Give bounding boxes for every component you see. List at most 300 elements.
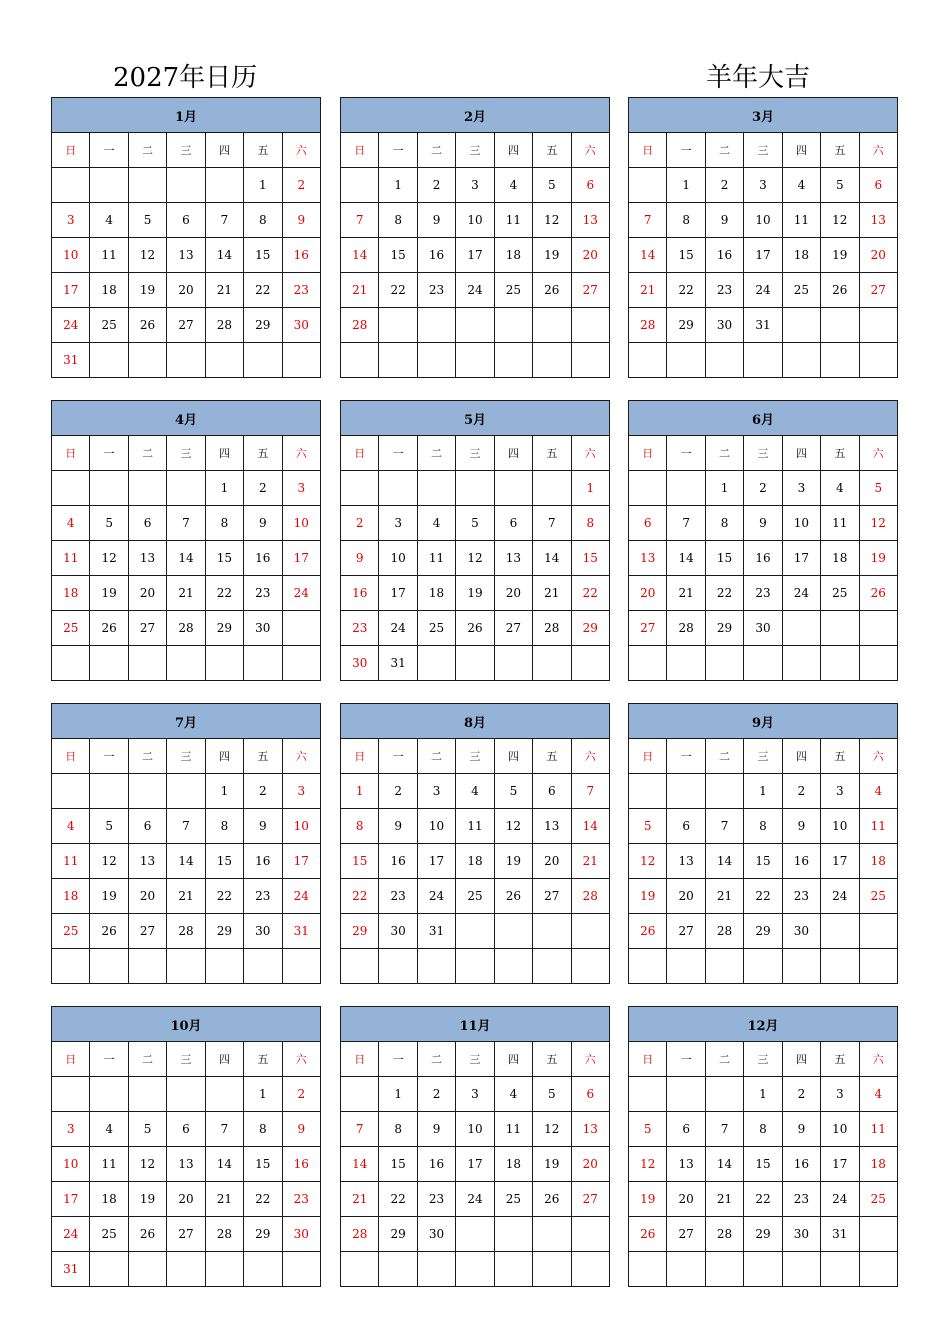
day-cell: 19 <box>90 576 128 611</box>
weekday-label: 三 <box>167 436 205 471</box>
day-cell <box>90 949 128 984</box>
day-cell: 13 <box>629 541 667 576</box>
day-cell: 2 <box>705 168 743 203</box>
day-cell <box>571 343 609 378</box>
day-cell: 27 <box>859 273 897 308</box>
day-cell: 4 <box>52 809 90 844</box>
day-cell: 10 <box>821 1112 859 1147</box>
day-cell: 19 <box>629 879 667 914</box>
day-cell: 13 <box>533 809 571 844</box>
day-cell: 19 <box>533 1147 571 1182</box>
day-cell <box>417 471 455 506</box>
weekday-label: 六 <box>571 1042 609 1077</box>
day-cell: 11 <box>456 809 494 844</box>
day-cell: 27 <box>167 1217 205 1252</box>
weekday-label: 四 <box>494 436 532 471</box>
day-cell <box>205 1077 243 1112</box>
weekday-label: 四 <box>494 739 532 774</box>
day-cell <box>629 343 667 378</box>
day-cell: 16 <box>417 1147 455 1182</box>
day-cell: 3 <box>821 774 859 809</box>
day-cell: 13 <box>167 1147 205 1182</box>
day-cell: 3 <box>744 168 782 203</box>
weekday-label: 日 <box>341 739 379 774</box>
day-cell: 31 <box>821 1217 859 1252</box>
day-cell: 2 <box>282 168 320 203</box>
weekday-label: 六 <box>571 436 609 471</box>
day-cell <box>379 1252 417 1287</box>
day-cell: 6 <box>167 203 205 238</box>
day-cell: 6 <box>667 809 705 844</box>
day-cell: 25 <box>90 1217 128 1252</box>
day-cell <box>52 1077 90 1112</box>
day-cell: 11 <box>859 1112 897 1147</box>
day-cell <box>744 646 782 681</box>
weekday-label: 六 <box>282 739 320 774</box>
day-cell: 12 <box>128 1147 166 1182</box>
day-cell <box>417 949 455 984</box>
day-cell: 23 <box>417 1182 455 1217</box>
day-cell: 27 <box>571 1182 609 1217</box>
day-cell: 21 <box>205 273 243 308</box>
day-cell: 5 <box>821 168 859 203</box>
day-cell: 2 <box>744 471 782 506</box>
day-cell: 13 <box>667 1147 705 1182</box>
day-cell <box>379 343 417 378</box>
weekday-label: 日 <box>341 133 379 168</box>
day-cell: 23 <box>744 576 782 611</box>
day-cell: 16 <box>282 238 320 273</box>
day-cell <box>417 308 455 343</box>
day-cell: 9 <box>244 506 282 541</box>
day-cell <box>456 646 494 681</box>
day-cell <box>205 1252 243 1287</box>
day-cell: 9 <box>417 1112 455 1147</box>
day-cell: 5 <box>859 471 897 506</box>
day-cell: 27 <box>128 914 166 949</box>
day-cell: 20 <box>128 576 166 611</box>
day-cell <box>456 1217 494 1252</box>
day-cell: 16 <box>282 1147 320 1182</box>
weekday-label: 日 <box>629 436 667 471</box>
day-cell <box>128 168 166 203</box>
weekday-label: 三 <box>456 1042 494 1077</box>
day-cell <box>128 1252 166 1287</box>
day-cell: 31 <box>52 343 90 378</box>
day-cell: 2 <box>379 774 417 809</box>
weekday-label: 日 <box>341 436 379 471</box>
day-cell: 8 <box>571 506 609 541</box>
day-cell: 5 <box>629 1112 667 1147</box>
day-cell: 22 <box>571 576 609 611</box>
day-cell: 28 <box>167 914 205 949</box>
day-cell: 5 <box>128 1112 166 1147</box>
day-cell: 9 <box>705 203 743 238</box>
weekday-label: 二 <box>128 133 166 168</box>
day-cell: 13 <box>859 203 897 238</box>
weekday-label: 二 <box>128 1042 166 1077</box>
day-cell: 11 <box>821 506 859 541</box>
day-cell: 10 <box>456 1112 494 1147</box>
day-cell: 28 <box>705 1217 743 1252</box>
day-cell: 19 <box>821 238 859 273</box>
day-cell: 4 <box>859 1077 897 1112</box>
day-cell <box>859 611 897 646</box>
day-cell: 16 <box>705 238 743 273</box>
day-cell: 13 <box>128 844 166 879</box>
day-cell: 9 <box>782 1112 820 1147</box>
weekday-label: 二 <box>705 436 743 471</box>
weekday-label: 四 <box>782 133 820 168</box>
day-cell: 29 <box>205 611 243 646</box>
day-cell: 24 <box>379 611 417 646</box>
weekday-label: 五 <box>244 739 282 774</box>
weekday-label: 二 <box>417 133 455 168</box>
day-cell: 8 <box>744 809 782 844</box>
day-cell <box>128 646 166 681</box>
day-cell: 27 <box>629 611 667 646</box>
weekday-label: 五 <box>244 436 282 471</box>
day-cell: 24 <box>744 273 782 308</box>
month-table <box>51 97 321 378</box>
day-cell: 20 <box>494 576 532 611</box>
day-cell: 15 <box>744 1147 782 1182</box>
month-title: 6月 <box>629 401 898 436</box>
day-cell: 11 <box>494 1112 532 1147</box>
day-cell: 29 <box>571 611 609 646</box>
weekday-label: 三 <box>744 739 782 774</box>
day-cell: 5 <box>533 168 571 203</box>
day-cell: 4 <box>859 774 897 809</box>
weekday-label: 五 <box>821 436 859 471</box>
day-cell: 25 <box>782 273 820 308</box>
day-cell: 25 <box>494 1182 532 1217</box>
day-cell: 20 <box>571 238 609 273</box>
page-slogan: 羊年大吉 <box>706 63 811 93</box>
weekday-label: 四 <box>205 436 243 471</box>
day-cell: 30 <box>282 1217 320 1252</box>
day-cell: 3 <box>282 471 320 506</box>
day-cell: 20 <box>667 879 705 914</box>
day-cell: 3 <box>379 506 417 541</box>
day-cell: 20 <box>533 844 571 879</box>
day-cell: 18 <box>52 879 90 914</box>
day-cell: 1 <box>744 1077 782 1112</box>
day-cell: 22 <box>244 273 282 308</box>
day-cell: 11 <box>52 844 90 879</box>
day-cell <box>494 1217 532 1252</box>
day-cell <box>667 1077 705 1112</box>
day-cell <box>379 949 417 984</box>
day-cell: 9 <box>379 809 417 844</box>
day-cell: 22 <box>205 576 243 611</box>
day-cell <box>859 343 897 378</box>
day-cell <box>128 343 166 378</box>
day-cell <box>52 949 90 984</box>
day-cell: 15 <box>379 238 417 273</box>
day-cell <box>629 646 667 681</box>
day-cell: 17 <box>821 1147 859 1182</box>
day-cell <box>821 914 859 949</box>
weekday-label: 四 <box>205 739 243 774</box>
day-cell <box>744 1252 782 1287</box>
weekday-label: 五 <box>533 739 571 774</box>
day-cell: 12 <box>128 238 166 273</box>
day-cell: 8 <box>341 809 379 844</box>
day-cell: 27 <box>167 308 205 343</box>
day-cell: 20 <box>167 273 205 308</box>
day-cell: 9 <box>282 203 320 238</box>
day-cell: 24 <box>52 1217 90 1252</box>
weekday-label: 六 <box>282 133 320 168</box>
day-cell: 22 <box>244 1182 282 1217</box>
day-cell <box>494 308 532 343</box>
day-cell: 13 <box>571 1112 609 1147</box>
day-cell <box>821 308 859 343</box>
weekday-label: 六 <box>859 436 897 471</box>
day-cell: 13 <box>167 238 205 273</box>
day-cell <box>859 949 897 984</box>
weekday-label: 四 <box>782 436 820 471</box>
day-cell: 20 <box>167 1182 205 1217</box>
day-cell: 24 <box>282 879 320 914</box>
day-cell: 6 <box>167 1112 205 1147</box>
day-cell: 6 <box>494 506 532 541</box>
day-cell: 29 <box>705 611 743 646</box>
day-cell: 22 <box>744 1182 782 1217</box>
day-cell: 17 <box>782 541 820 576</box>
day-cell: 5 <box>456 506 494 541</box>
day-cell: 15 <box>667 238 705 273</box>
day-cell <box>167 343 205 378</box>
day-cell: 12 <box>629 1147 667 1182</box>
weekday-label: 一 <box>379 1042 417 1077</box>
day-cell: 25 <box>417 611 455 646</box>
day-cell: 29 <box>341 914 379 949</box>
weekday-label: 四 <box>205 133 243 168</box>
month-table <box>340 97 610 378</box>
day-cell: 18 <box>417 576 455 611</box>
day-cell: 5 <box>629 809 667 844</box>
weekday-label: 三 <box>456 739 494 774</box>
weekday-label: 三 <box>744 436 782 471</box>
day-cell: 10 <box>379 541 417 576</box>
day-cell <box>629 1077 667 1112</box>
page-title: 2027年日历 <box>113 63 258 93</box>
day-cell <box>782 949 820 984</box>
day-cell: 7 <box>167 506 205 541</box>
day-cell <box>90 471 128 506</box>
day-cell <box>341 949 379 984</box>
day-cell <box>667 774 705 809</box>
day-cell: 27 <box>571 273 609 308</box>
day-cell: 16 <box>244 541 282 576</box>
day-cell <box>705 1077 743 1112</box>
day-cell: 18 <box>859 1147 897 1182</box>
day-cell: 13 <box>667 844 705 879</box>
day-cell <box>52 646 90 681</box>
day-cell <box>782 611 820 646</box>
day-cell <box>167 949 205 984</box>
day-cell <box>629 774 667 809</box>
day-cell <box>244 1252 282 1287</box>
day-cell: 5 <box>128 203 166 238</box>
month-table <box>628 1006 898 1287</box>
weekday-label: 二 <box>417 436 455 471</box>
day-cell: 30 <box>282 308 320 343</box>
weekday-label: 四 <box>205 1042 243 1077</box>
day-cell: 23 <box>782 879 820 914</box>
day-cell: 8 <box>205 809 243 844</box>
day-cell: 5 <box>494 774 532 809</box>
day-cell: 17 <box>282 844 320 879</box>
day-cell: 28 <box>205 308 243 343</box>
day-cell: 23 <box>244 576 282 611</box>
day-cell: 7 <box>705 1112 743 1147</box>
day-cell: 17 <box>821 844 859 879</box>
day-cell: 12 <box>494 809 532 844</box>
day-cell: 21 <box>629 273 667 308</box>
day-cell <box>859 1252 897 1287</box>
day-cell: 28 <box>533 611 571 646</box>
day-cell <box>571 914 609 949</box>
day-cell: 17 <box>379 576 417 611</box>
day-cell: 29 <box>744 1217 782 1252</box>
weekday-label: 五 <box>533 133 571 168</box>
day-cell: 25 <box>494 273 532 308</box>
day-cell: 18 <box>494 238 532 273</box>
day-cell <box>494 471 532 506</box>
day-cell: 8 <box>244 203 282 238</box>
day-cell: 25 <box>456 879 494 914</box>
day-cell: 8 <box>379 203 417 238</box>
month-table <box>51 703 321 984</box>
day-cell: 10 <box>282 809 320 844</box>
day-cell: 6 <box>128 506 166 541</box>
day-cell: 17 <box>52 273 90 308</box>
day-cell: 17 <box>52 1182 90 1217</box>
day-cell: 12 <box>821 203 859 238</box>
day-cell <box>379 471 417 506</box>
day-cell <box>456 1252 494 1287</box>
day-cell <box>629 1252 667 1287</box>
day-cell: 30 <box>417 1217 455 1252</box>
day-cell: 30 <box>244 914 282 949</box>
day-cell: 12 <box>90 844 128 879</box>
day-cell: 29 <box>667 308 705 343</box>
day-cell <box>571 1252 609 1287</box>
weekday-label: 三 <box>456 436 494 471</box>
day-cell: 23 <box>341 611 379 646</box>
weekday-label: 一 <box>90 739 128 774</box>
day-cell: 19 <box>859 541 897 576</box>
day-cell: 13 <box>494 541 532 576</box>
day-cell: 12 <box>859 506 897 541</box>
day-cell: 25 <box>859 1182 897 1217</box>
day-cell: 21 <box>341 1182 379 1217</box>
day-cell: 10 <box>782 506 820 541</box>
day-cell: 27 <box>667 1217 705 1252</box>
day-cell <box>167 471 205 506</box>
weekday-label: 一 <box>667 739 705 774</box>
weekday-label: 三 <box>167 133 205 168</box>
day-cell <box>533 646 571 681</box>
day-cell: 25 <box>859 879 897 914</box>
day-cell: 15 <box>244 1147 282 1182</box>
month-title: 12月 <box>629 1007 898 1042</box>
day-cell <box>744 949 782 984</box>
day-cell: 4 <box>494 168 532 203</box>
day-cell: 24 <box>52 308 90 343</box>
day-cell <box>571 1217 609 1252</box>
day-cell: 21 <box>205 1182 243 1217</box>
day-cell: 21 <box>667 576 705 611</box>
day-cell: 24 <box>282 576 320 611</box>
weekday-label: 二 <box>128 436 166 471</box>
month-title: 3月 <box>629 98 898 133</box>
day-cell <box>705 1252 743 1287</box>
day-cell: 23 <box>244 879 282 914</box>
day-cell: 3 <box>782 471 820 506</box>
month-title: 8月 <box>341 704 610 739</box>
day-cell: 21 <box>533 576 571 611</box>
day-cell <box>282 1252 320 1287</box>
day-cell <box>244 949 282 984</box>
day-cell: 23 <box>782 1182 820 1217</box>
day-cell: 29 <box>379 1217 417 1252</box>
day-cell: 20 <box>859 238 897 273</box>
month-title: 5月 <box>341 401 610 436</box>
day-cell: 26 <box>821 273 859 308</box>
month-table <box>340 1006 610 1287</box>
day-cell <box>571 646 609 681</box>
day-cell: 10 <box>456 203 494 238</box>
month-title: 11月 <box>341 1007 610 1042</box>
day-cell: 16 <box>782 1147 820 1182</box>
day-cell: 30 <box>782 1217 820 1252</box>
day-cell: 1 <box>379 1077 417 1112</box>
day-cell <box>782 646 820 681</box>
day-cell <box>341 168 379 203</box>
day-cell <box>52 471 90 506</box>
weekday-label: 一 <box>379 436 417 471</box>
day-cell: 12 <box>533 1112 571 1147</box>
day-cell: 18 <box>821 541 859 576</box>
day-cell: 15 <box>379 1147 417 1182</box>
month-table <box>51 400 321 681</box>
day-cell <box>52 168 90 203</box>
day-cell: 9 <box>244 809 282 844</box>
day-cell: 31 <box>744 308 782 343</box>
day-cell: 14 <box>705 1147 743 1182</box>
month-title: 9月 <box>629 704 898 739</box>
day-cell: 6 <box>629 506 667 541</box>
day-cell: 31 <box>417 914 455 949</box>
day-cell <box>205 343 243 378</box>
day-cell <box>705 646 743 681</box>
day-cell: 28 <box>205 1217 243 1252</box>
weekday-label: 六 <box>859 1042 897 1077</box>
day-cell <box>533 914 571 949</box>
day-cell: 20 <box>629 576 667 611</box>
day-cell: 19 <box>90 879 128 914</box>
day-cell: 30 <box>341 646 379 681</box>
day-cell <box>533 1252 571 1287</box>
day-cell: 17 <box>456 238 494 273</box>
day-cell: 1 <box>744 774 782 809</box>
day-cell <box>282 343 320 378</box>
day-cell: 26 <box>629 914 667 949</box>
